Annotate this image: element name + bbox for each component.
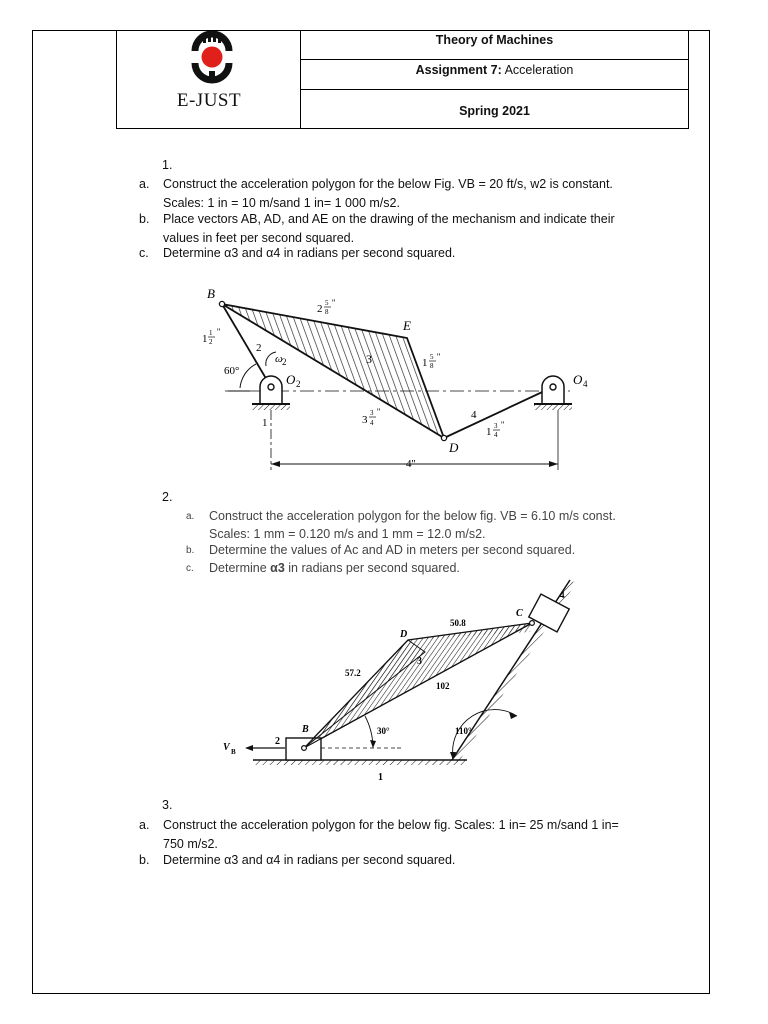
q2-item-b-line1: Determine the values of Ac and AD in meters per second squared. [209, 543, 576, 557]
q3-number: 3. [162, 798, 173, 812]
q1-item-c-label: c. [139, 246, 149, 260]
fig1-label-o2: O [286, 372, 296, 387]
fig1-pivot-o2 [252, 376, 290, 410]
q3-item-a-line1: Construct the acceleration polygon for the below fig. Scales: 1 in= 25 m/sand 1 in= [163, 818, 619, 832]
fig2-label-link2: 2 [275, 736, 280, 747]
fig1-dim-ed-num: 5 [430, 353, 434, 361]
fig1-dim-do4-num: 3 [494, 422, 498, 430]
logo-cell [117, 31, 301, 128]
fig1-dim-ed-den: 8 [430, 362, 434, 370]
q1-item-a-label: a. [139, 177, 150, 191]
fig1-label-omega-sub: 2 [282, 357, 287, 367]
fig1-label-ground: 1 [262, 417, 268, 429]
fig1-label-o4-sub: 4 [583, 379, 588, 389]
q1-item-c [139, 244, 659, 263]
q1-item-b-line2: values in feet per second squared. [163, 230, 355, 245]
q3-item-a-line2: 750 m/s2. [163, 836, 218, 851]
q3-item-b-line1: Determine α3 and α4 in radians per second squared. [163, 853, 456, 867]
figure-1-mechanism [190, 280, 590, 475]
q2-item-a [186, 508, 656, 543]
q2-item-a-label: a. [186, 511, 195, 522]
fig1-label-omega: ω [275, 353, 283, 365]
logo-text: E-JUST [176, 90, 242, 111]
q1-item-b [139, 210, 659, 247]
fig1-label-d: D [449, 440, 459, 455]
fig1-dim-o2b-whole: 1 [202, 333, 208, 345]
fig1-label-link4: 4 [471, 409, 477, 421]
q1-item-a-line1: Construct the acceleration polygon for the below Fig. VB = 20 ft/s, w2 is constant. [163, 177, 613, 191]
fig2-joint-c [530, 621, 535, 626]
fig2-joint-b [302, 746, 307, 751]
ejust-logo-icon [117, 31, 301, 91]
q2-item-b [186, 542, 656, 560]
q2-number: 2. [162, 490, 173, 504]
fig1-dim-o2b-num: 1 [209, 329, 213, 337]
fig1-dim-bd-unit: '' [377, 407, 381, 417]
q2-item-b-label: b. [186, 545, 195, 556]
fig1-label-b: B [207, 286, 215, 301]
header-table [116, 30, 689, 129]
course-title: Theory of Machines [301, 31, 688, 60]
q3-item-a [139, 816, 659, 853]
semester: Spring 2021 [459, 104, 530, 118]
fig1-dim-bd-whole: 3 [362, 414, 368, 426]
fig1-dim-o2b-unit: '' [217, 327, 221, 337]
fig2-label-d: D [400, 629, 408, 640]
fig1-dim-be-whole: 2 [317, 303, 323, 315]
fig1-label-link3: 3 [366, 352, 372, 366]
fig1-dim-o2b-den: 2 [209, 338, 213, 346]
fig2-label-c: C [516, 608, 523, 619]
assignment-topic: Acceleration [504, 63, 574, 77]
q1-item-a [139, 175, 659, 212]
fig2-len-bd: 57.2 [345, 668, 361, 678]
q2-item-c-label: c. [186, 563, 194, 574]
fig2-label-b: B [302, 724, 309, 735]
fig1-dim-base: 4'' [406, 458, 416, 470]
q3-item-b-label: b. [139, 853, 150, 867]
fig1-label-e: E [403, 318, 411, 333]
fig1-dim-be-unit: '' [332, 298, 336, 308]
fig1-dim-bd-num: 3 [370, 409, 374, 417]
fig1-dim-bd-den: 4 [370, 419, 374, 427]
q3-item-a-label: a. [139, 818, 150, 832]
q2-item-c-post: in radians per second squared. [284, 561, 460, 575]
q1-item-c-line1: Determine α3 and α4 in radians per second squared. [163, 246, 456, 260]
fig2-label-vb: V [223, 742, 230, 753]
fig1-dim-do4-den: 4 [494, 431, 498, 439]
assignment-label: Assignment 7: [415, 63, 502, 77]
fig1-dim-be-den: 8 [325, 308, 329, 316]
assignment-title [301, 60, 688, 90]
fig2-angle-30: 30° [377, 726, 390, 736]
fig1-label-o4: O [573, 372, 583, 387]
q2-item-a-line1: Construct the acceleration polygon for the below fig. VB = 6.10 m/s const. [209, 509, 616, 523]
fig1-dim-do4-whole: 1 [486, 426, 492, 438]
fig1-label-angle: 60° [224, 365, 240, 377]
fig1-dim-ed-whole: 1 [422, 357, 428, 369]
q2-item-c-pre: Determine [209, 561, 271, 575]
q1-number: 1. [162, 158, 173, 172]
fig1-link4 [444, 387, 553, 438]
q2-item-c-bold: α3 [270, 561, 285, 575]
fig2-len-dc: 50.8 [450, 618, 466, 628]
fig1-joint-d [441, 435, 446, 440]
q1-item-b-label: b. [139, 212, 150, 226]
figure-2-mechanism [215, 572, 585, 792]
fig1-dim-ed-unit: '' [437, 352, 441, 362]
fig2-label-link3: 3 [417, 656, 422, 667]
q3-item-b [139, 851, 659, 870]
fig2-angle-110: 110° [455, 726, 472, 736]
q2-item-a-line2: Scales: 1 mm = 0.120 m/s and 1 mm = 12.0 m/s2. [209, 526, 486, 541]
fig1-joint-b [219, 301, 224, 306]
fig1-label-o2-sub: 2 [296, 379, 301, 389]
fig1-label-link2: 2 [256, 342, 262, 354]
q1-item-b-line1: Place vectors AB, AD, and AE on the drawing of the mechanism and indicate their [163, 212, 615, 226]
fig2-label-vb-sub: B [231, 748, 236, 756]
fig2-label-ground: 1 [378, 772, 383, 783]
q1-item-a-line2: Scales: 1 in = 10 m/sand 1 in= 1 000 m/s2. [163, 195, 400, 210]
fig2-label-link4: 4 [560, 590, 565, 600]
fig1-dim-be-num: 5 [325, 299, 329, 307]
fig2-len-bc: 102 [436, 681, 450, 691]
fig1-angle-arc [240, 364, 256, 388]
fig1-dim-do4-unit: '' [501, 420, 505, 430]
